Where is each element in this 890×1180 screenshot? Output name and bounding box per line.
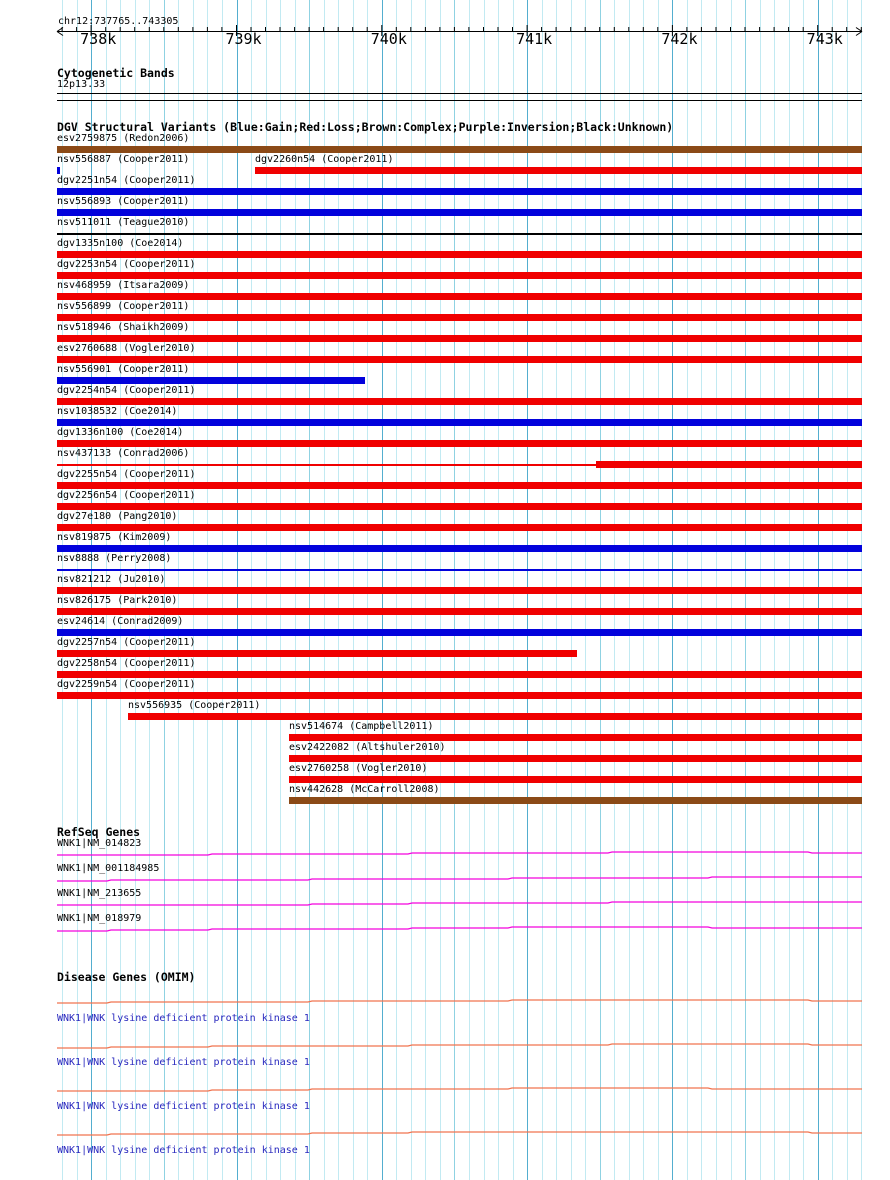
variant-label[interactable]: nsv556901 (Cooper2011) [57, 364, 190, 375]
variant-bar-loss[interactable] [57, 398, 862, 405]
variant-label[interactable]: dgv27e180 (Pang2010) [57, 511, 178, 522]
variant-bar-loss[interactable] [57, 587, 862, 594]
variant-bar-loss[interactable] [57, 608, 862, 615]
variant-label[interactable]: dgv1336n100 (Coe2014) [57, 427, 184, 438]
axis-tick-label: 740k [370, 30, 407, 48]
cytoband-bottom-line [57, 100, 862, 101]
variant-label[interactable]: nsv442628 (McCarroll2008) [289, 784, 440, 795]
variant-bar-loss[interactable] [289, 755, 862, 762]
variant-bar-loss[interactable] [57, 692, 862, 699]
variant-label[interactable]: dgv2256n54 (Cooper2011) [57, 490, 196, 501]
variant-label[interactable]: nsv826175 (Park2010) [57, 595, 178, 606]
variant-bar-gain[interactable] [57, 569, 862, 571]
variant-label[interactable]: dgv2255n54 (Cooper2011) [57, 469, 196, 480]
refseq-gene-label[interactable]: WNK1|NM_014823 [57, 838, 142, 849]
variant-bar-loss[interactable] [57, 440, 862, 447]
variant-label[interactable]: dgv2253n54 (Cooper2011) [57, 259, 196, 270]
variant-bar-gain[interactable] [57, 188, 862, 195]
variant-label[interactable]: nsv8888 (Perry2008) [57, 553, 172, 564]
variant-label[interactable]: nsv468959 (Itsara2009) [57, 280, 190, 291]
variant-label[interactable]: esv2760688 (Vogler2010) [57, 343, 196, 354]
omim-gene-label[interactable]: WNK1|WNK lysine deficient protein kinase 1 [57, 1013, 310, 1024]
variant-bar-complex[interactable] [57, 146, 862, 153]
variant-label[interactable]: nsv511011 (Teague2010) [57, 217, 190, 228]
omim-gene-label[interactable]: WNK1|WNK lysine deficient protein kinase 1 [57, 1101, 310, 1112]
omim-gene-label[interactable]: WNK1|WNK lysine deficient protein kinase 1 [57, 1057, 310, 1068]
variant-label[interactable]: esv24614 (Conrad2009) [57, 616, 184, 627]
variant-label[interactable]: nsv518946 (Shaikh2009) [57, 322, 190, 333]
omim-section-header: Disease Genes (OMIM) [57, 970, 196, 984]
variant-label[interactable]: dgv2254n54 (Cooper2011) [57, 385, 196, 396]
variant-bar-gain[interactable] [57, 629, 862, 636]
variant-label[interactable]: nsv556893 (Cooper2011) [57, 196, 190, 207]
variant-label[interactable]: dgv1335n100 (Coe2014) [57, 238, 184, 249]
variant-bar-gain[interactable] [57, 545, 862, 552]
refseq-gene-label[interactable]: WNK1|NM_018979 [57, 913, 142, 924]
cytogenetic-section-header: Cytogenetic Bands [57, 66, 175, 80]
variant-label[interactable]: esv2759875 (Redon2006) [57, 133, 190, 144]
variant-bar-gain[interactable] [57, 209, 862, 216]
refseq-section-header: RefSeq Genes [57, 825, 141, 839]
variant-bar-unknown[interactable] [57, 233, 862, 235]
refseq-gene-label[interactable]: WNK1|NM_213655 [57, 888, 142, 899]
variant-bar-gain[interactable] [57, 419, 862, 426]
variant-bar-loss[interactable] [57, 272, 862, 279]
variant-label[interactable]: nsv556935 (Cooper2011) [128, 700, 261, 711]
variant-bar-loss[interactable] [289, 734, 862, 741]
axis-tick-label: 741k [516, 30, 553, 48]
variant-bar-loss[interactable] [57, 356, 862, 363]
axis-tick-label: 742k [661, 30, 698, 48]
variant-label[interactable]: dgv2257n54 (Cooper2011) [57, 637, 196, 648]
variant-bar-loss[interactable] [57, 650, 577, 657]
region-title: chr12:737765..743305 [58, 16, 179, 27]
axis-tick-label: 738k [80, 30, 117, 48]
variant-label[interactable]: dgv2251n54 (Cooper2011) [57, 175, 196, 186]
variant-bar-loss[interactable] [57, 251, 862, 258]
variant-bar-loss[interactable] [57, 293, 862, 300]
variant-label[interactable]: dgv2259n54 (Cooper2011) [57, 679, 196, 690]
variant-bar-gain[interactable] [57, 167, 60, 174]
variant-label[interactable]: nsv556899 (Cooper2011) [57, 301, 190, 312]
variant-bar-loss[interactable] [596, 461, 862, 468]
variant-label[interactable]: nsv437133 (Conrad2006) [57, 448, 190, 459]
variant-bar-loss[interactable] [57, 482, 862, 489]
cytoband-top-line [57, 93, 862, 94]
refseq-gene-label[interactable]: WNK1|NM_001184985 [57, 863, 160, 874]
variant-bar-loss[interactable] [57, 503, 862, 510]
variant-label[interactable]: dgv2258n54 (Cooper2011) [57, 658, 196, 669]
variant-bar-gain[interactable] [57, 377, 365, 384]
variant-bar-loss[interactable] [57, 524, 862, 531]
variant-label[interactable]: dgv2260n54 (Cooper2011) [255, 154, 394, 165]
variant-bar-loss[interactable] [57, 335, 862, 342]
variant-label[interactable]: esv2422082 (Altshuler2010) [289, 742, 446, 753]
axis-tick-label: 743k [806, 30, 843, 48]
variant-label[interactable]: nsv819875 (Kim2009) [57, 532, 172, 543]
variant-bar-loss[interactable] [57, 671, 862, 678]
variant-bar-loss[interactable] [289, 776, 862, 783]
variant-label[interactable]: nsv1038532 (Coe2014) [57, 406, 178, 417]
variant-label[interactable]: nsv821212 (Ju2010) [57, 574, 166, 585]
variant-bar-complex[interactable] [289, 797, 862, 804]
axis-tick-label: 739k [225, 30, 262, 48]
variant-bar-loss[interactable] [255, 167, 862, 174]
omim-gene-label[interactable]: WNK1|WNK lysine deficient protein kinase 1 [57, 1145, 310, 1156]
dgv-section-header: DGV Structural Variants (Blue:Gain;Red:Loss;Brown:Complex;Purple:Inversion;Black:Unknown) [57, 120, 674, 134]
variant-label[interactable]: nsv556887 (Cooper2011) [57, 154, 190, 165]
cytoband-label[interactable]: 12p13.33 [57, 79, 106, 90]
variant-bar-loss[interactable] [57, 464, 596, 466]
variant-bar-loss[interactable] [128, 713, 862, 720]
variant-label[interactable]: esv2760258 (Vogler2010) [289, 763, 428, 774]
variant-bar-loss[interactable] [57, 314, 862, 321]
variant-label[interactable]: nsv514674 (Campbell2011) [289, 721, 434, 732]
